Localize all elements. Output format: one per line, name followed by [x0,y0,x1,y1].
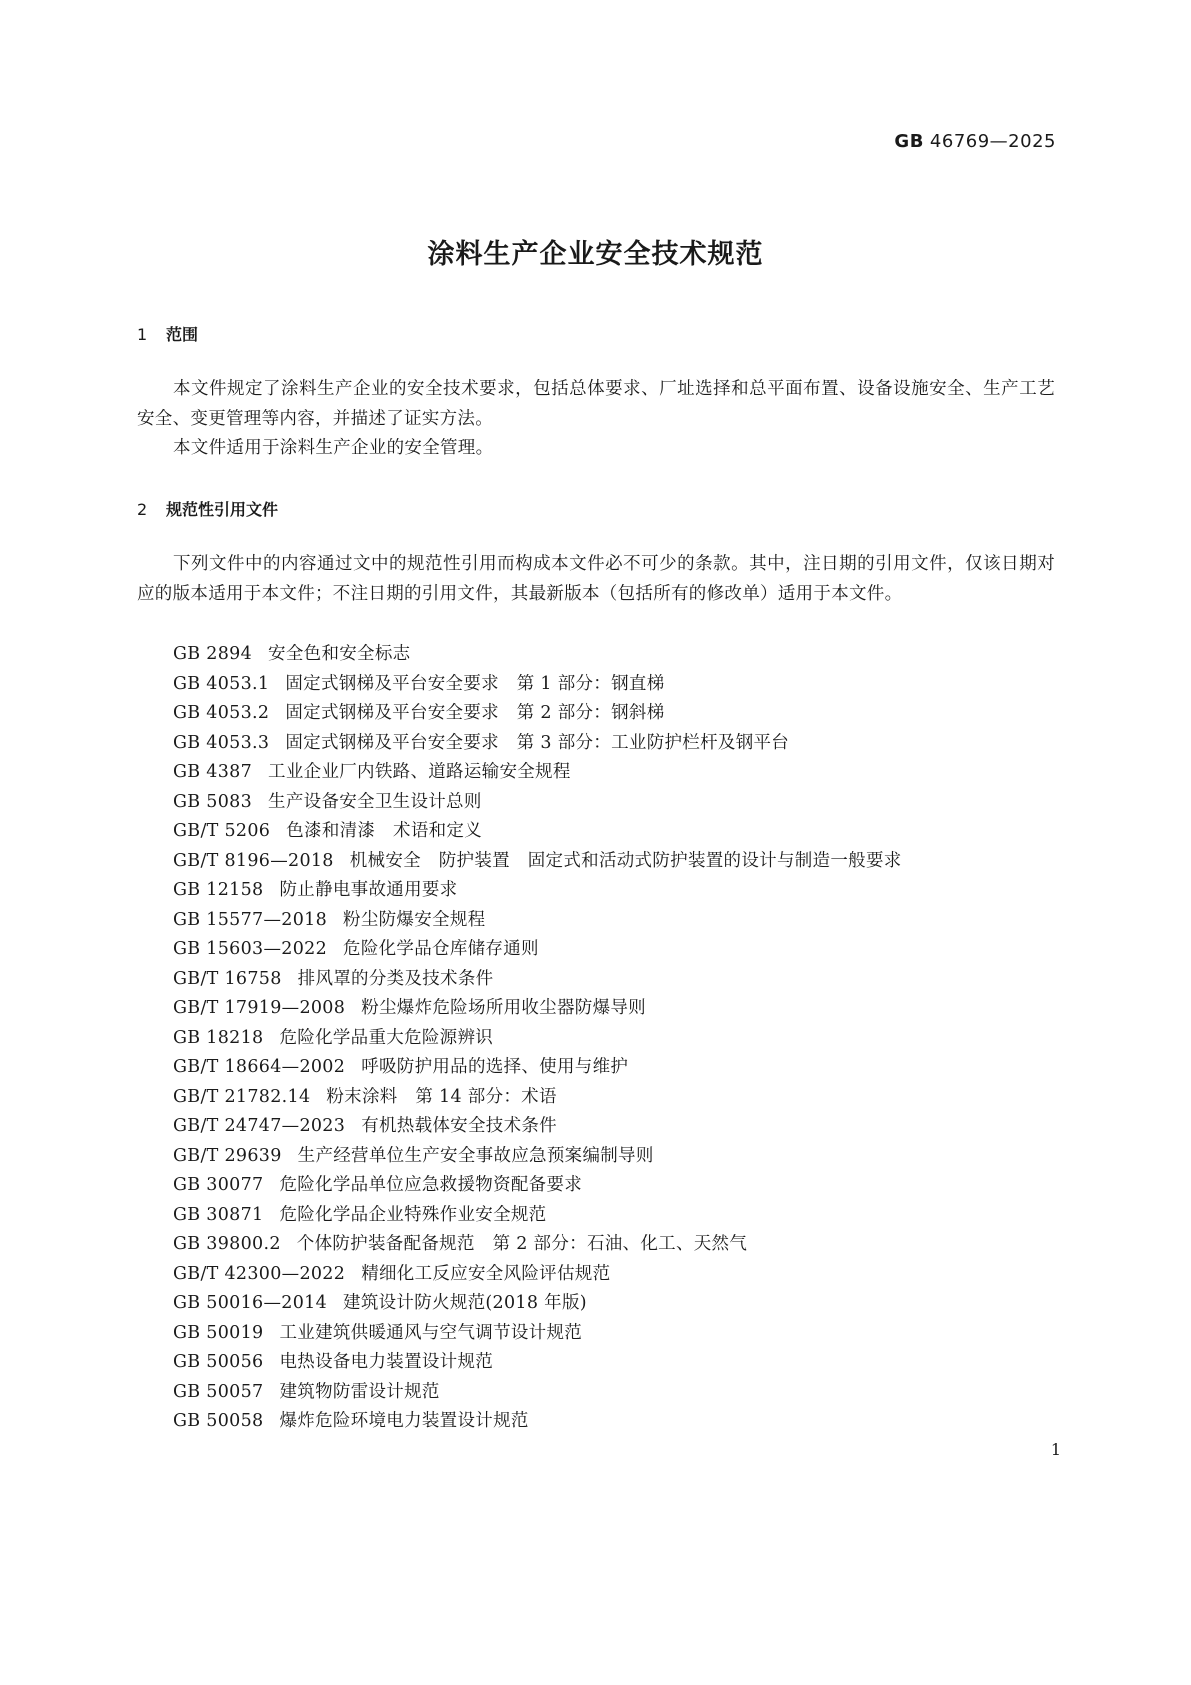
reference-item [173,1230,902,1260]
reference-title: 固定式钢梯及平台安全要求 第 3 部分：工业防护栏杆及钢平台 [285,732,790,753]
reference-code: GB/T 5206 [173,821,271,841]
section-number: 2 [137,500,148,519]
reference-title: 电热设备电力装置设计规范 [279,1352,494,1372]
reference-item [173,1407,902,1437]
section-title: 规范性引用文件 [166,500,279,519]
reference-title: 建筑物防雷设计规范 [279,1381,440,1402]
reference-code: GB 30077 [173,1175,264,1195]
reference-code: GB 4387 [173,762,253,782]
reference-code: GB/T 17919—2008 [173,998,346,1018]
reference-title: 防止静电事故通用要求 [279,880,458,900]
paragraph: 本文件规定了涂料生产企业的安全技术要求，包括总体要求、厂址选择和总平面布置、设备设施安全、生产工艺安全、变更管理等内容，并描述了证实方法。 [137,379,1055,429]
reference-title: 工业企业厂内铁路、道路运输安全规程 [268,762,571,782]
reference-item [173,758,902,788]
reference-title: 危险化学品单位应急救援物资配备要求 [279,1175,583,1195]
reference-code: GB/T 29639 [173,1145,282,1166]
reference-item [173,906,902,936]
reference-code: GB 39800.2 [173,1234,281,1254]
reference-title: 有机热载体安全技术条件 [361,1116,557,1136]
reference-title: 个体防护装备配备规范 第 2 部分：石油、化工、天然气 [296,1234,748,1254]
reference-title: 生产设备安全卫生设计总则 [268,791,482,812]
reference-code: GB 12158 [173,880,264,900]
reference-code: GB/T 16758 [173,968,282,989]
reference-item [173,729,902,759]
reference-item [173,1142,902,1172]
reference-title: 色漆和清漆 术语和定义 [286,821,483,841]
reference-code: GB 5083 [173,791,253,812]
reference-title: 危险化学品重大危险源辨识 [279,1027,494,1048]
reference-title: 呼吸防护用品的选择、使用与维护 [361,1057,629,1077]
reference-item [173,1083,902,1113]
section-title: 范围 [166,325,199,344]
section-body-scope [137,375,1055,464]
reference-item [173,817,902,847]
reference-item [173,1053,902,1083]
reference-item [173,847,902,877]
reference-item [173,994,902,1024]
reference-code: GB 30871 [173,1204,264,1225]
reference-item [173,699,902,729]
reference-list [173,640,902,1437]
reference-code: GB/T 18664—2002 [173,1057,346,1077]
reference-code: GB 4053.1 [173,673,270,694]
reference-title: 固定式钢梯及平台安全要求 第 1 部分：钢直梯 [285,673,665,694]
standard-code: 46769—2025 [929,131,1056,152]
reference-code: GB/T 21782.14 [173,1086,311,1107]
reference-title: 危险化学品企业特殊作业安全规范 [279,1204,547,1225]
section-heading-scope [137,322,198,345]
reference-title: 机械安全 防护装置 固定式和活动式防护装置的设计与制造一般要求 [349,850,902,871]
reference-title: 工业建筑供暖通风与空气调节设计规范 [279,1322,583,1343]
reference-code: GB 50016—2014 [173,1293,328,1313]
reference-code: GB 50057 [173,1381,264,1402]
section-number: 1 [137,325,148,344]
reference-code: GB 50058 [173,1411,264,1431]
reference-title: 安全色和安全标志 [268,644,411,664]
reference-item [173,1378,902,1408]
paragraph: 本文件适用于涂料生产企业的安全管理。 [173,438,494,458]
standard-number [894,131,1056,152]
reference-title: 粉尘防爆安全规程 [343,909,486,930]
reference-item [173,1024,902,1054]
reference-code: GB/T 8196—2018 [173,850,334,871]
page-number: 1 [1050,1440,1061,1459]
section-body-normative-references [137,550,1055,609]
reference-title: 爆炸危险环境电力装置设计规范 [279,1411,529,1431]
reference-code: GB 4053.3 [173,732,270,753]
reference-item [173,1260,902,1290]
standard-prefix: GB [894,131,924,152]
reference-title: 精细化工反应安全风险评估规范 [361,1263,611,1284]
reference-item [173,1319,902,1349]
reference-title: 生产经营单位生产安全事故应急预案编制导则 [297,1145,654,1166]
reference-title: 建筑设计防火规范(2018 年版) [343,1293,587,1313]
reference-item [173,935,902,965]
reference-item [173,640,902,670]
reference-code: GB 15577—2018 [173,909,328,930]
reference-item [173,965,902,995]
reference-item [173,1348,902,1378]
reference-code: GB 50019 [173,1322,264,1343]
reference-item [173,1201,902,1231]
section-heading-normative-references [137,497,278,520]
reference-item [173,876,902,906]
reference-title: 粉末涂料 第 14 部分：术语 [326,1086,557,1107]
document-title: 涂料生产企业安全技术规范 [427,239,764,270]
reference-item [173,1112,902,1142]
reference-code: GB 18218 [173,1027,264,1048]
reference-item [173,1171,902,1201]
reference-code: GB 50056 [173,1352,264,1372]
reference-code: GB 15603—2022 [173,939,328,959]
reference-code: GB 4053.2 [173,703,270,723]
reference-title: 排风罩的分类及技术条件 [297,968,494,989]
reference-item [173,1289,902,1319]
reference-title: 危险化学品仓库储存通则 [343,939,539,959]
reference-code: GB/T 42300—2022 [173,1263,346,1284]
reference-code: GB/T 24747—2023 [173,1116,346,1136]
reference-title: 固定式钢梯及平台安全要求 第 2 部分：钢斜梯 [285,703,665,723]
reference-item [173,788,902,818]
paragraph: 下列文件中的内容通过文中的规范性引用而构成本文件必不可少的条款。其中，注日期的引用文件，仅该日期对应的版本适用于本文件；不注日期的引用文件，其最新版本（包括所有的修改单）适用于本文件。 [137,554,1055,604]
reference-title: 粉尘爆炸危险场所用收尘器防爆导则 [361,998,646,1018]
reference-code: GB 2894 [173,644,253,664]
reference-item [173,670,902,700]
